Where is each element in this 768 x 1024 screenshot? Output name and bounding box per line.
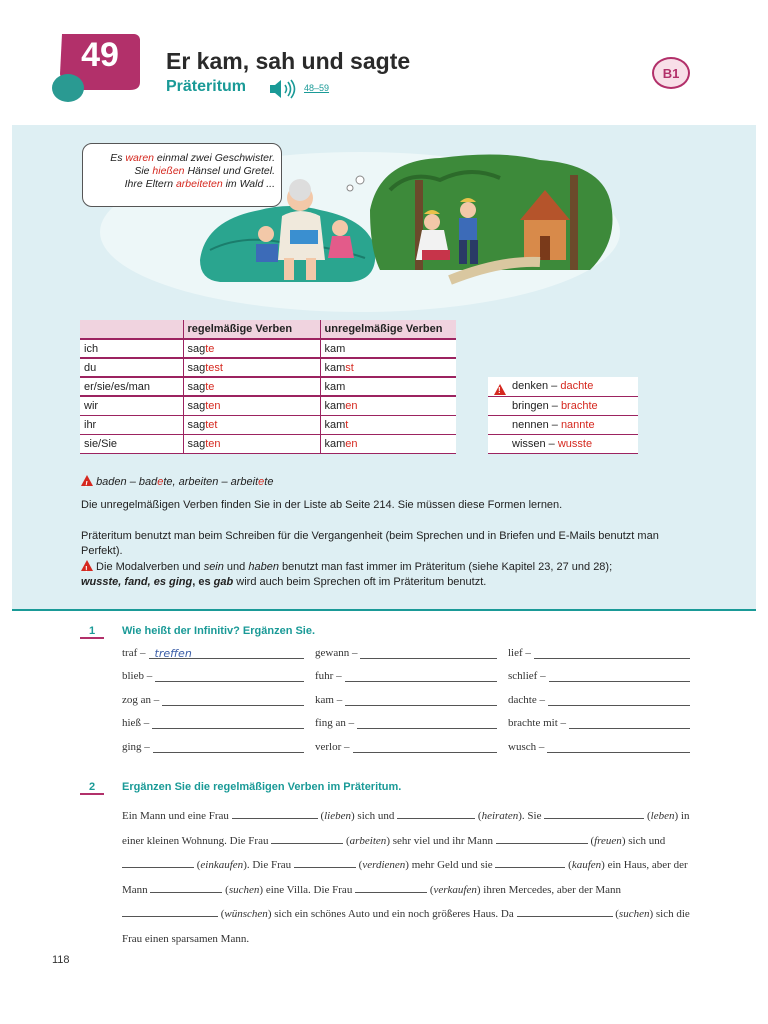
- note-modal: ! Die Modalverben und sein und haben benutzt man fast immer im Präteritum (siehe Kapitel 23, 27 und 28); wusste, fand, es ging, es gab wird auch beim Sprechen oft im Präteritum benutzt.: [81, 560, 721, 590]
- gap-field[interactable]: [355, 882, 427, 893]
- speech-line: Es waren einmal zwei Geschwister.: [110, 152, 275, 164]
- answer-field[interactable]: zog an –: [122, 694, 304, 706]
- gap-field[interactable]: [122, 857, 194, 868]
- gap-field[interactable]: [397, 808, 475, 819]
- gap-field[interactable]: [294, 857, 356, 868]
- answer-field[interactable]: fuhr –: [315, 670, 497, 682]
- table-row: ich sagte kam: [80, 339, 456, 358]
- speech-line: Sie hießen Hänsel und Gretel.: [134, 165, 275, 177]
- table-row: ihr sagtet kamt: [80, 415, 456, 434]
- table-row: nennen – nannte: [488, 415, 638, 434]
- answer-field[interactable]: dachte –: [508, 694, 690, 706]
- exercise-title: Ergänzen Sie die regelmäßigen Verben im Präteritum.: [122, 781, 402, 793]
- speaker-icon[interactable]: [268, 79, 298, 99]
- warning-icon: [81, 560, 93, 571]
- speech-bubble: [82, 143, 282, 207]
- table-row: wissen – wusste: [488, 434, 638, 453]
- gap-field[interactable]: [232, 808, 318, 819]
- answer-field[interactable]: brachte mit –: [508, 717, 690, 729]
- exercise-number: 2: [80, 781, 104, 795]
- warning-icon: [81, 475, 93, 486]
- cloze-text: Ein Mann und eine Frau (lieben) sich und (heiraten). Sie (leben) in einer kleinen Wohnung. Die Frau (arbeiten) sehr viel und ihr Mann (freuen) sich und (einkaufen). Die Frau (verdienen) mehr Geld und sie (kaufen) ein Haus, aber der Mann (suchen) eine Villa. Die Frau (verkaufen) ihren Mercedes, aber der Mann (wünschen) sich ein schönes Auto und ein noch größeres Haus. Da (suchen) sich die Frau einen sparsamen Mann.: [122, 810, 690, 945]
- column-header: regelmäßige Verben: [183, 320, 320, 339]
- note-usage: Präteritum benutzt man beim Schreiben für die Vergangenheit (beim Sprechen und in Briefen und E-Mails benutzt man Perfekt).: [81, 530, 659, 557]
- gap-field[interactable]: [495, 857, 565, 868]
- table-row: du sagtest kamst: [80, 358, 456, 377]
- gap-field[interactable]: [271, 833, 343, 844]
- gap-field[interactable]: [122, 906, 218, 917]
- table-row: denken – dachte: [488, 377, 638, 396]
- page-subtitle: Präteritum: [166, 78, 247, 95]
- table-row: sie/Sie sagten kamen: [80, 434, 456, 453]
- answer-field[interactable]: kam –: [315, 694, 497, 706]
- answer-field[interactable]: fing an –: [315, 717, 497, 729]
- answer-field[interactable]: gewann –: [315, 647, 497, 659]
- page-number: 118: [52, 954, 70, 966]
- warning-icon: [494, 384, 506, 395]
- column-header: unregelmäßige Verben: [320, 320, 456, 339]
- table-row: bringen – brachte: [488, 396, 638, 415]
- gap-field[interactable]: [517, 906, 613, 917]
- gap-field[interactable]: [150, 882, 222, 893]
- conjugation-table: [80, 320, 456, 454]
- exercise-number: 1: [80, 625, 104, 639]
- handwritten-answer: treffen: [154, 647, 192, 660]
- answer-field[interactable]: traf – treffen: [122, 647, 304, 659]
- answer-field[interactable]: verlor –: [315, 741, 497, 753]
- note-irregular: Die unregelmäßigen Verben finden Sie in der Liste ab Seite 214. Sie müssen diese Formen lernen.: [81, 499, 563, 511]
- gap-field[interactable]: [544, 808, 644, 819]
- answer-field[interactable]: schlief –: [508, 670, 690, 682]
- table-header-row: [80, 320, 456, 339]
- audio-track-link[interactable]: 48–59: [304, 83, 330, 93]
- table-row: er/sie/es/man sagte kam: [80, 377, 456, 396]
- answer-field[interactable]: blieb –: [122, 670, 304, 682]
- chapter-number: 49: [81, 36, 119, 74]
- answer-field[interactable]: hieß –: [122, 717, 304, 729]
- table-row: wir sagten kamen: [80, 396, 456, 415]
- mixed-verbs-table: [488, 377, 638, 454]
- column-header: [80, 320, 183, 339]
- answer-field[interactable]: ging –: [122, 741, 304, 753]
- answer-field[interactable]: lief –: [508, 647, 690, 659]
- gap-field[interactable]: [496, 833, 588, 844]
- answer-field[interactable]: wusch –: [508, 741, 690, 753]
- level-badge: B1: [652, 57, 690, 89]
- note-regular-e: ! baden – badete, arbeiten – arbeitete: [81, 475, 681, 490]
- page-title: Er kam, sah und sagte: [166, 48, 411, 74]
- exercise-title: Wie heißt der Infinitiv? Ergänzen Sie.: [122, 625, 316, 637]
- speech-line: Ihre Eltern arbeiteten im Wald ...: [124, 178, 275, 190]
